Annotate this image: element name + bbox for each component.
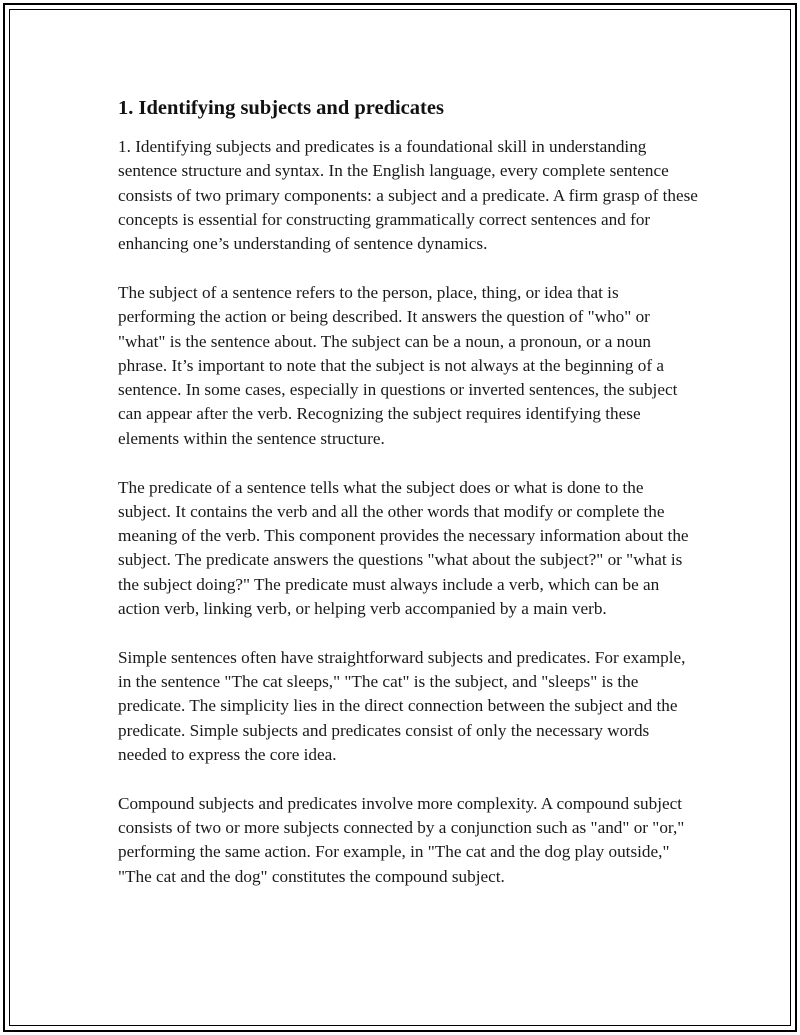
- paragraph-compound: Compound subjects and predicates involve more complexity. A compound subject consists of two or more subjects connected by a conjunction such as "and" or "or," performing the same action. For example, in "The cat and the dog play outside," "The cat and the dog" constitutes the compound subject.: [118, 793, 685, 886]
- paragraph-predicate: The predicate of a sentence tells what the subject does or what is done to the subject. It contains the verb and all the other words that modify or complete the meaning of the verb. This component provides the necessary information about the subject. The predicate answers the questions "what about the subject?" or "what is the subject doing?" The predicate must always include a verb, which can be an action verb, linking verb, or helping verb accompanied by a main verb.: [118, 477, 689, 619]
- paragraph-subject: The subject of a sentence refers to the person, place, thing, or idea that is performing the action or being described. It answers the question of "who" or "what" is the sentence about. The subject can be a noun, a pronoun, or a noun phrase. It’s important to note that the subject is not always at the beginning of a sentence. In some cases, especially in questions or inverted sentences, the subject can appear after the verb. Recognizing the subject requires identifying these elements within the sentence structure.: [118, 282, 678, 448]
- paragraph-simple-sentences: Simple sentences often have straightforward subjects and predicates. For example, in the sentence "The cat sleeps," "The cat" is the subject, and "sleeps" is the predicate. The simplicity lies in the direct connection between the subject and the predicate. Simple subjects and predicates consist of only the necessary words needed to express the core idea.: [118, 647, 686, 765]
- paragraph-intro: 1. Identifying subjects and predicates is a foundational skill in understanding sentence structure and syntax. In the English language, every complete sentence consists of two primary components: a subject and a predicate. A firm grasp of these concepts is essential for constructing grammatically correct sentences and for enhancing one’s understanding of sentence dynamics.: [118, 137, 698, 254]
- page-frame: [3, 3, 797, 1032]
- section-heading: 1. Identifying subjects and predicates: [118, 97, 444, 119]
- document-body: [118, 93, 698, 914]
